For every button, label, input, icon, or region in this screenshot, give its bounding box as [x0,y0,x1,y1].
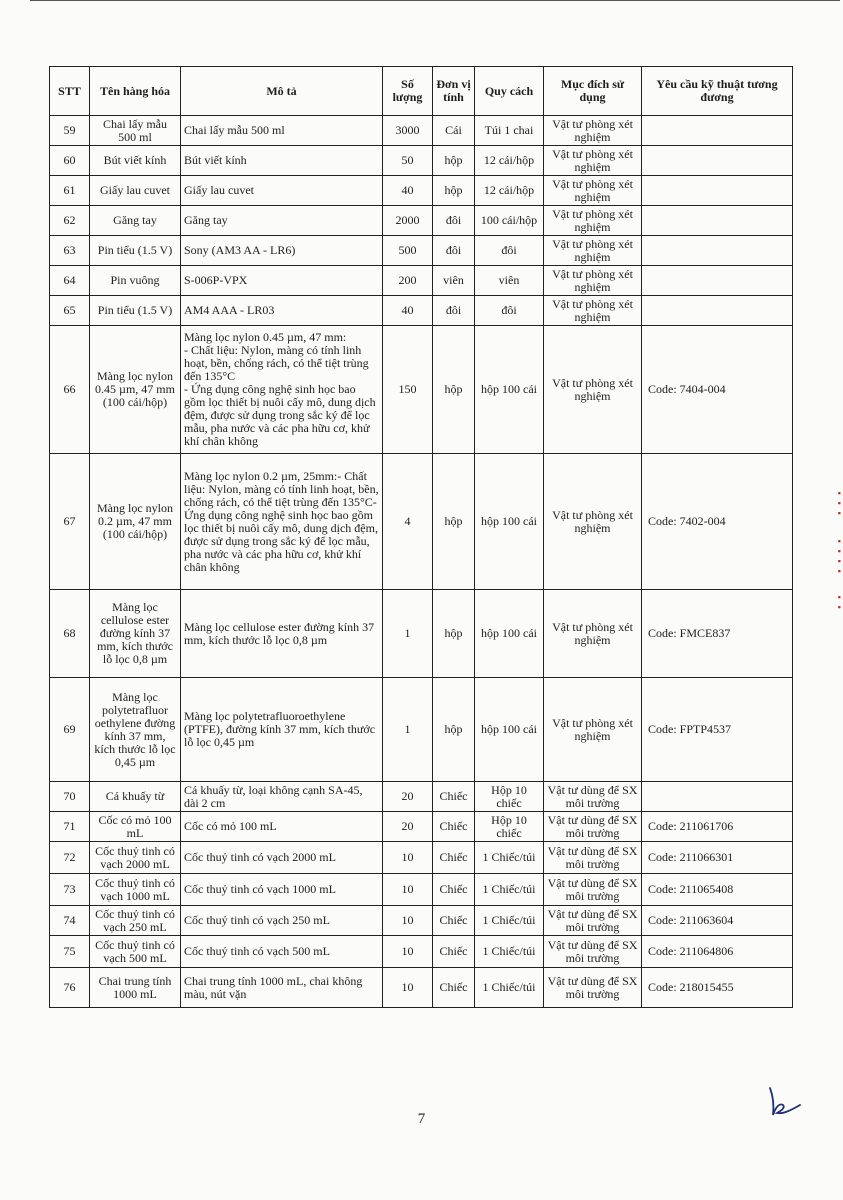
row-stt: 67 [50,454,90,590]
table-row [50,782,793,812]
row-quantity: 3000 [383,116,433,146]
row-description: Màng lọc nylon 0.2 µm, 25mm:- Chất liệu: Nylon, màng có tính linh hoạt, bền, chống rách, có thể tiệt trùng đến 135°C- Ứng dụng công nghệ sinh học bao gồm lọc thiết bị nuôi cấy mô, dung dịch đệm, được sử dụng trong sắc ký để lọc mẫu, pha nước và các pha hữu cơ, khử khí chân không [181,454,383,590]
row-purpose: Vật tư phòng xét nghiệm [544,146,642,176]
scan-stamp-mark: ▪ ▪ ▪ [837,488,841,518]
row-name: Cốc thuỷ tinh có vạch 250 mL [90,906,181,936]
row-stt: 68 [50,590,90,678]
row-stt: 73 [50,874,90,906]
table-row [50,874,793,906]
row-name: Pin vuông [90,266,181,296]
header-name: Tên hàng hóa [90,67,181,116]
row-unit: hộp [433,146,475,176]
row-unit: Chiếc [433,782,475,812]
row-requirement: Code: 211063604 [642,906,793,936]
row-purpose: Vật tư phòng xét nghiệm [544,236,642,266]
table-row [50,206,793,236]
table-row [50,326,793,454]
row-quantity: 20 [383,812,433,842]
row-spec: hộp 100 cái [475,326,544,454]
row-description: Cốc thuỷ tinh có vạch 2000 mL [181,842,383,874]
row-description: Màng lọc nylon 0.45 µm, 47 mm: - Chất liệu: Nylon, màng có tính linh hoạt, bền, chống rách, có thể tiệt trùng đến 135°C - Ứng dụng công nghệ sinh học bao gồm lọc thiết bị nuôi cấy mô, dung dịch đệm, được sử dụng trong sắc ký để lọc mẫu, pha nước và các pha hữu cơ, khử khí chân không [181,326,383,454]
row-requirement [642,236,793,266]
row-description: Chai lấy mẫu 500 ml [181,116,383,146]
row-description: Chai trung tính 1000 mL, chai không màu, nút vặn [181,968,383,1008]
row-spec: đôi [475,236,544,266]
top-border-line [30,0,840,4]
row-description: AM4 AAA - LR03 [181,296,383,326]
row-name: Màng lọc polytetrafluor oethylene đường kính 37 mm, kích thước lỗ lọc 0,45 µm [90,678,181,782]
row-stt: 64 [50,266,90,296]
row-name: Cốc thuỷ tinh có vạch 1000 mL [90,874,181,906]
row-unit: Chiếc [433,874,475,906]
row-name: Chai trung tính 1000 mL [90,968,181,1008]
row-purpose: Vật tư dùng để SX môi trường [544,906,642,936]
row-name: Cốc thuỷ tinh có vạch 500 mL [90,936,181,968]
row-purpose: Vật tư dùng để SX môi trường [544,842,642,874]
row-unit: Chiếc [433,906,475,936]
row-quantity: 10 [383,874,433,906]
row-requirement [642,116,793,146]
row-description: Cốc có mỏ 100 mL [181,812,383,842]
row-stt: 72 [50,842,90,874]
table-row [50,146,793,176]
row-spec: hộp 100 cái [475,590,544,678]
row-description: Màng lọc polytetrafluoroethylene (PTFE), đường kính 37 mm, kích thước lỗ lọc 0,45 µm [181,678,383,782]
row-requirement: Code: 218015455 [642,968,793,1008]
scan-stamp-mark: ▪ ▪ [837,592,841,612]
row-unit: Chiếc [433,968,475,1008]
row-quantity: 50 [383,146,433,176]
row-name: Cốc thuỷ tinh có vạch 2000 mL [90,842,181,874]
row-purpose: Vật tư phòng xét nghiệm [544,176,642,206]
table-row [50,176,793,206]
row-stt: 69 [50,678,90,782]
row-purpose: Vật tư dùng để SX môi trường [544,812,642,842]
header-requirement: Yêu cầu kỹ thuật tương đương [642,67,793,116]
row-quantity: 10 [383,936,433,968]
table-row [50,812,793,842]
table-row [50,236,793,266]
row-unit: đôi [433,206,475,236]
row-purpose: Vật tư phòng xét nghiệm [544,266,642,296]
row-unit: hộp [433,590,475,678]
row-description: Cốc thuỷ tinh có vạch 500 mL [181,936,383,968]
row-description: S-006P-VPX [181,266,383,296]
row-quantity: 10 [383,906,433,936]
row-requirement: Code: 211064806 [642,936,793,968]
row-stt: 76 [50,968,90,1008]
row-quantity: 500 [383,236,433,266]
row-unit: hộp [433,678,475,782]
row-stt: 63 [50,236,90,266]
row-unit: Cái [433,116,475,146]
row-spec: 1 Chiếc/túi [475,906,544,936]
row-requirement: Code: 211065408 [642,874,793,906]
row-name: Bút viết kính [90,146,181,176]
table-row [50,266,793,296]
row-spec: 12 cái/hộp [475,146,544,176]
table-row [50,906,793,936]
row-spec: Túi 1 chai [475,116,544,146]
row-stt: 61 [50,176,90,206]
row-unit: hộp [433,454,475,590]
header-quantity: Số lượng [383,67,433,116]
row-spec: Hộp 10 chiếc [475,782,544,812]
row-name: Cốc có mỏ 100 mL [90,812,181,842]
row-stt: 62 [50,206,90,236]
row-description: Cá khuấy từ, loại không cạnh SA-45, dài 2 cm [181,782,383,812]
row-requirement: Code: 7402-004 [642,454,793,590]
row-unit: đôi [433,236,475,266]
header-unit: Đơn vị tính [433,67,475,116]
row-stt: 59 [50,116,90,146]
row-spec: đôi [475,296,544,326]
row-requirement [642,146,793,176]
header-spec: Quy cách [475,67,544,116]
table-row [50,454,793,590]
row-spec: viên [475,266,544,296]
row-requirement: Code: FMCE837 [642,590,793,678]
row-name: Màng lọc cellulose ester đường kính 37 mm, kích thước lỗ lọc 0,8 µm [90,590,181,678]
row-requirement [642,782,793,812]
row-purpose: Vật tư phòng xét nghiệm [544,296,642,326]
header-description: Mô tả [181,67,383,116]
row-purpose: Vật tư phòng xét nghiệm [544,206,642,236]
table-row [50,296,793,326]
header-purpose: Mục đích sử dụng [544,67,642,116]
row-unit: viên [433,266,475,296]
goods-table [49,66,793,1008]
row-quantity: 40 [383,296,433,326]
row-stt: 66 [50,326,90,454]
row-spec: 1 Chiếc/túi [475,968,544,1008]
row-spec: Hộp 10 chiếc [475,812,544,842]
row-spec: 1 Chiếc/túi [475,936,544,968]
row-purpose: Vật tư dùng để SX môi trường [544,874,642,906]
row-requirement [642,206,793,236]
row-purpose: Vật tư dùng để SX môi trường [544,936,642,968]
row-description: Giấy lau cuvet [181,176,383,206]
row-purpose: Vật tư dùng để SX môi trường [544,968,642,1008]
row-spec: 1 Chiếc/túi [475,874,544,906]
row-stt: 65 [50,296,90,326]
row-name: Cá khuấy từ [90,782,181,812]
row-name: Pin tiểu (1.5 V) [90,236,181,266]
row-name: Màng lọc nylon 0.2 µm, 47 mm (100 cái/hộp) [90,454,181,590]
table-row [50,678,793,782]
row-requirement: Code: 211061706 [642,812,793,842]
row-quantity: 4 [383,454,433,590]
header-stt: STT [50,67,90,116]
row-quantity: 150 [383,326,433,454]
row-quantity: 2000 [383,206,433,236]
row-quantity: 20 [383,782,433,812]
row-unit: Chiếc [433,812,475,842]
row-purpose: Vật tư phòng xét nghiệm [544,678,642,782]
row-unit: hộp [433,176,475,206]
row-purpose: Vật tư dùng để SX môi trường [544,782,642,812]
table-row [50,590,793,678]
table-row [50,968,793,1008]
row-description: Cốc thuỷ tinh có vạch 1000 mL [181,874,383,906]
scan-stamp-mark: ▪ ▪ ▪ ▪ [837,536,841,576]
row-description: Sony (AM3 AA - LR6) [181,236,383,266]
table-header-row [50,67,793,116]
row-stt: 70 [50,782,90,812]
row-requirement [642,176,793,206]
table-row [50,936,793,968]
row-quantity: 40 [383,176,433,206]
row-quantity: 1 [383,590,433,678]
row-purpose: Vật tư phòng xét nghiệm [544,454,642,590]
row-requirement: Code: 7404-004 [642,326,793,454]
row-name: Pin tiểu (1.5 V) [90,296,181,326]
row-purpose: Vật tư phòng xét nghiệm [544,326,642,454]
row-description: Bút viết kính [181,146,383,176]
row-stt: 71 [50,812,90,842]
row-requirement [642,266,793,296]
row-quantity: 10 [383,968,433,1008]
row-stt: 75 [50,936,90,968]
table-row [50,116,793,146]
row-quantity: 200 [383,266,433,296]
signature-mark [764,1084,804,1118]
row-requirement: Code: FPTP4537 [642,678,793,782]
row-stt: 74 [50,906,90,936]
row-spec: hộp 100 cái [475,454,544,590]
row-stt: 60 [50,146,90,176]
row-unit: Chiếc [433,936,475,968]
row-quantity: 1 [383,678,433,782]
row-description: Găng tay [181,206,383,236]
row-name: Giấy lau cuvet [90,176,181,206]
row-spec: 100 cái/hộp [475,206,544,236]
row-quantity: 10 [383,842,433,874]
row-purpose: Vật tư phòng xét nghiệm [544,116,642,146]
row-name: Màng lọc nylon 0.45 µm, 47 mm (100 cái/hộp) [90,326,181,454]
row-name: Găng tay [90,206,181,236]
row-unit: đôi [433,296,475,326]
row-requirement: Code: 211066301 [642,842,793,874]
row-name: Chai lấy mẫu 500 ml [90,116,181,146]
row-description: Màng lọc cellulose ester đường kính 37 mm, kích thước lỗ lọc 0,8 µm [181,590,383,678]
page-number: 7 [417,1111,426,1127]
row-spec: hộp 100 cái [475,678,544,782]
row-requirement [642,296,793,326]
table-row [50,842,793,874]
row-unit: Chiếc [433,842,475,874]
row-description: Cốc thuỷ tinh có vạch 250 mL [181,906,383,936]
row-spec: 1 Chiếc/túi [475,842,544,874]
row-purpose: Vật tư phòng xét nghiệm [544,590,642,678]
row-spec: 12 cái/hộp [475,176,544,206]
row-unit: hộp [433,326,475,454]
